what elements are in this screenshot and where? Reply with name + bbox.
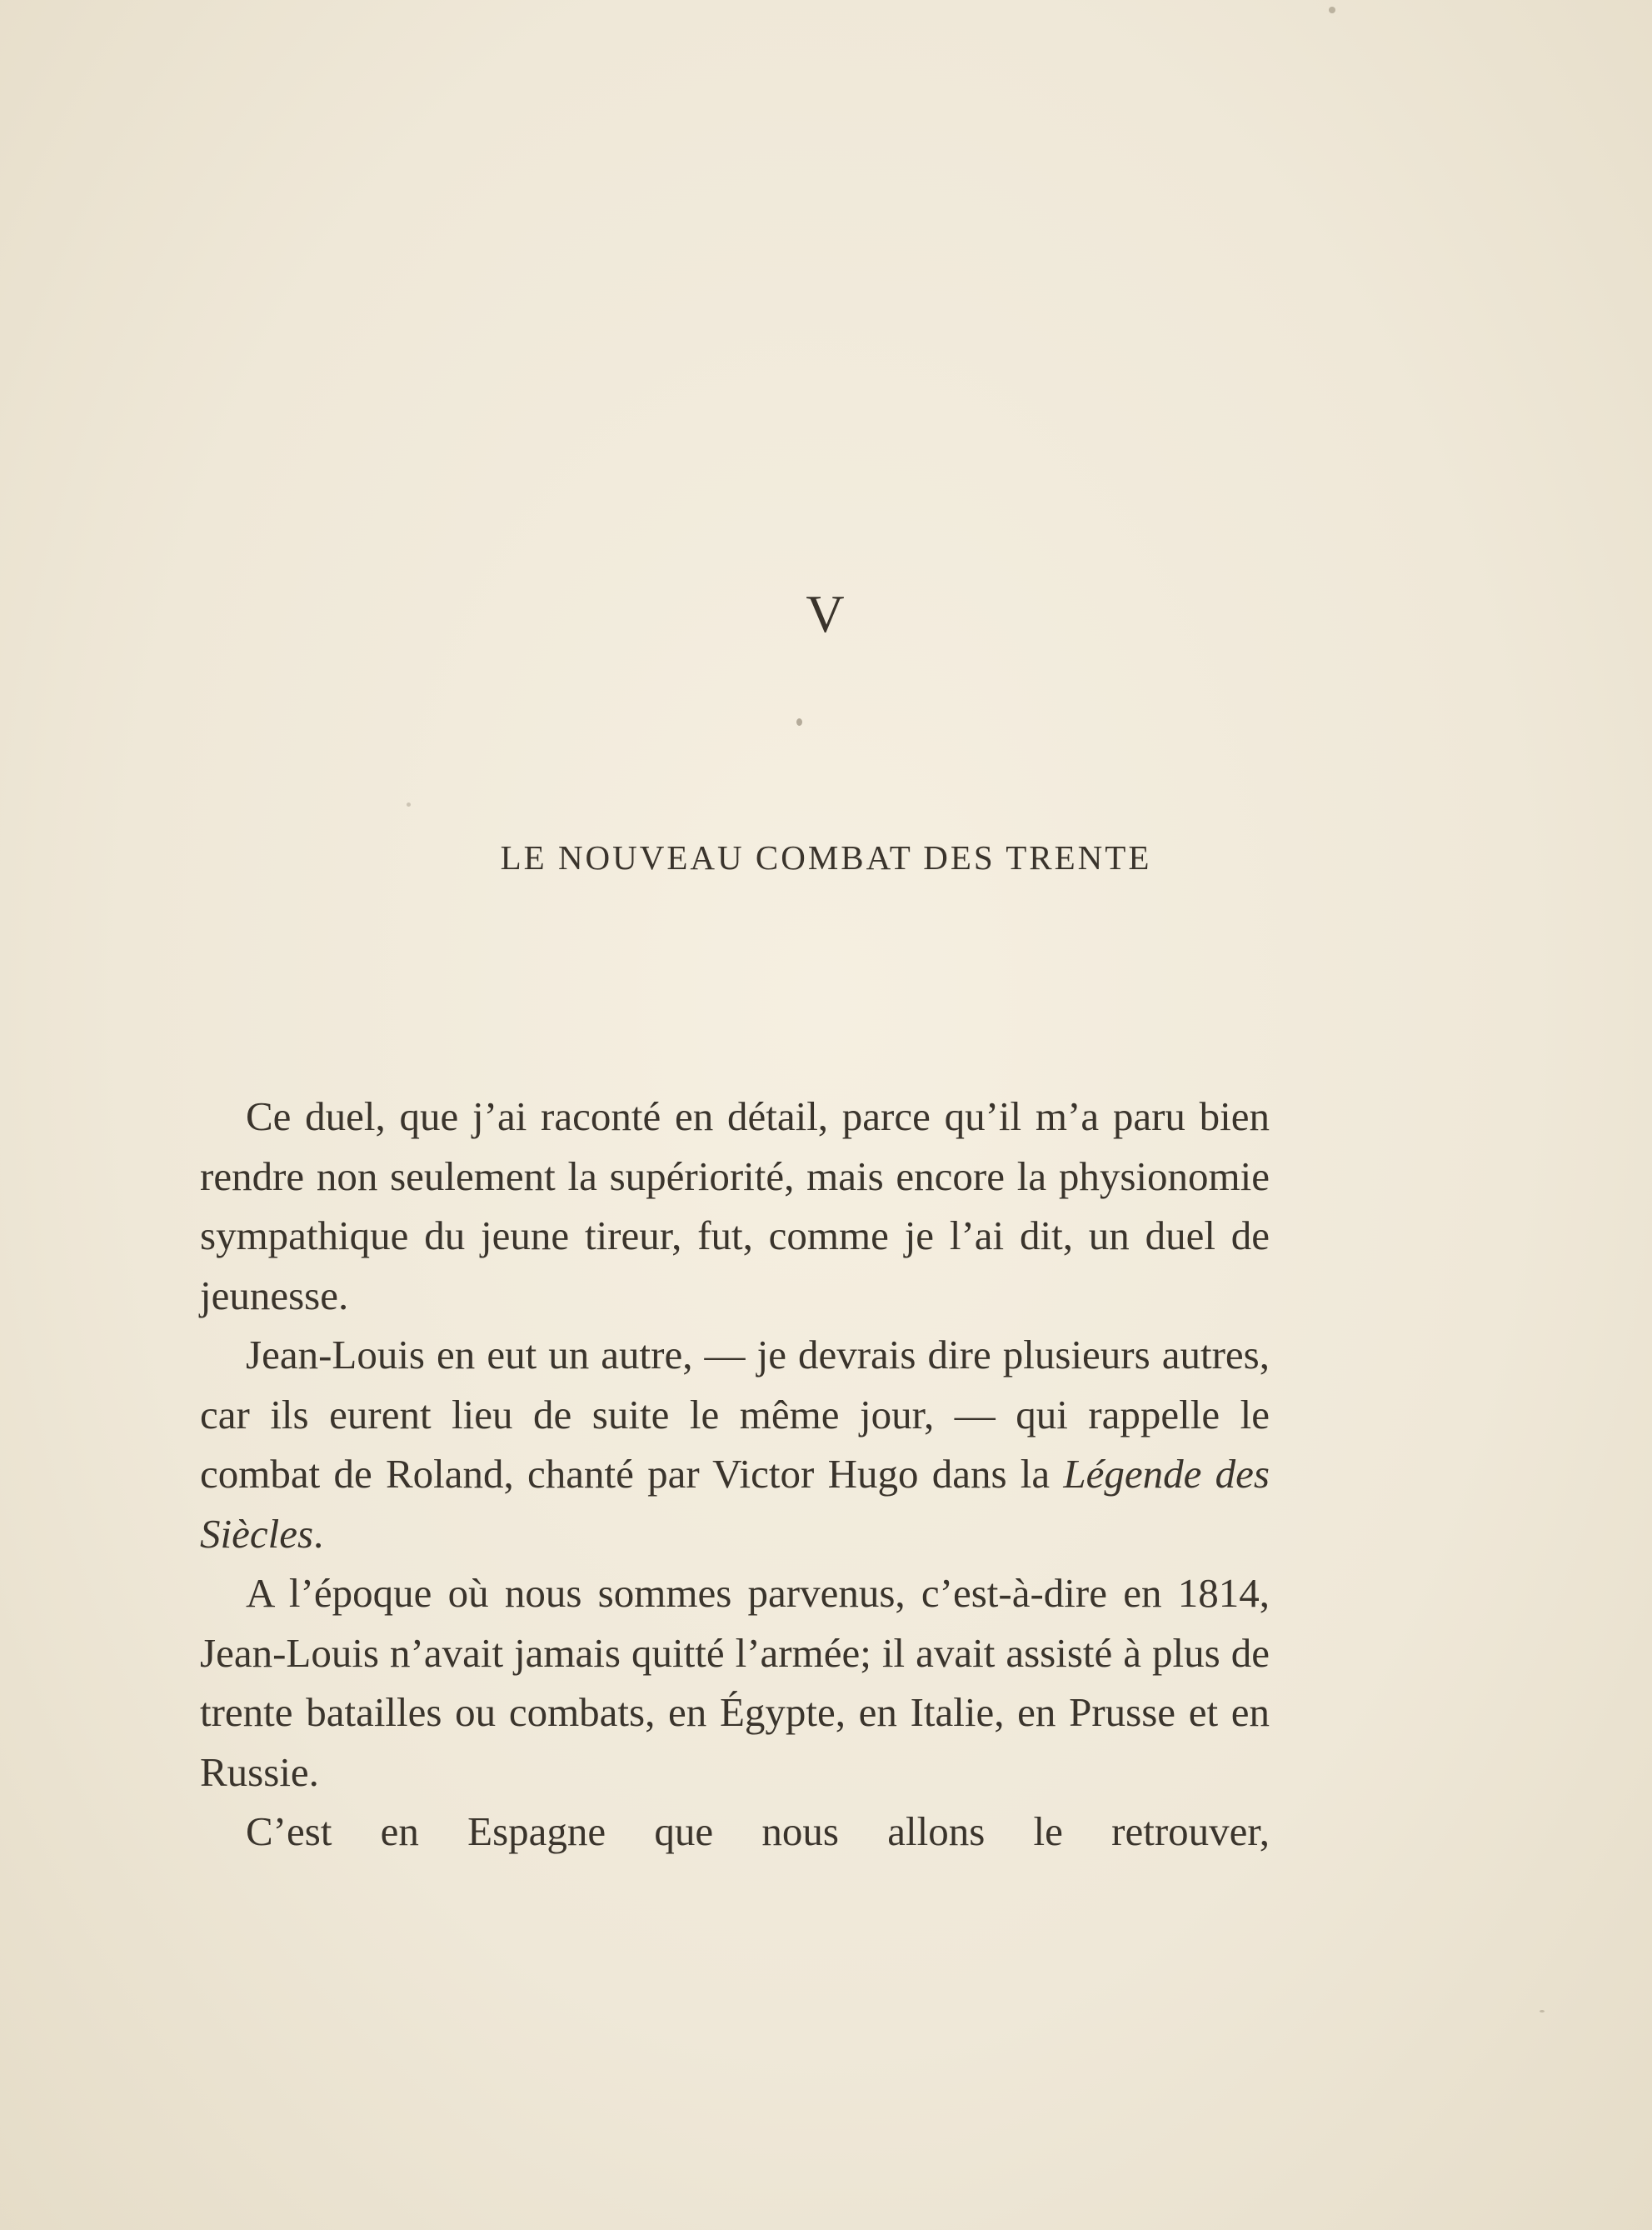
chapter-number: V [806, 584, 846, 643]
paper-fleck [407, 802, 411, 807]
body-text [200, 1087, 1270, 1862]
chapter-title: LE NOUVEAU COMBAT DES TRENTE [500, 838, 1152, 877]
paragraph-2 [200, 1325, 1270, 1563]
paragraph-4: C’est en Espagne que nous allons le retrouver, [246, 1808, 1270, 1854]
paper-fleck [1329, 7, 1335, 13]
paragraph-2-end: . [313, 1510, 324, 1557]
paragraph-2-text: Jean-Louis en eut un autre, — je devrais dire plusieurs autres, car ils eurent lieu de suite le même jour, — qui rappelle le combat de Roland, chanté par Victor Hugo dans la [200, 1332, 1270, 1497]
paper-fleck [796, 718, 802, 726]
paragraph-3: A l’époque où nous sommes parvenus, c’est-à-dire en 1814, Jean-Louis n’avait jamais quitté l’armée; il avait assisté à plus de trente batailles ou combats, en Égypte, en Italie, en Prusse et en Russie. [200, 1570, 1270, 1795]
paper-fleck [1540, 2010, 1545, 2012]
book-title-italic: Légende des Siècles [200, 1451, 1270, 1557]
paragraph-1: Ce duel, que j’ai raconté en détail, parce qu’il m’a paru bien rendre non seulement la supériorité, mais encore la physionomie sympathique du jeune tireur, fut, comme je l’ai dit, un duel de jeunesse. [200, 1093, 1270, 1318]
